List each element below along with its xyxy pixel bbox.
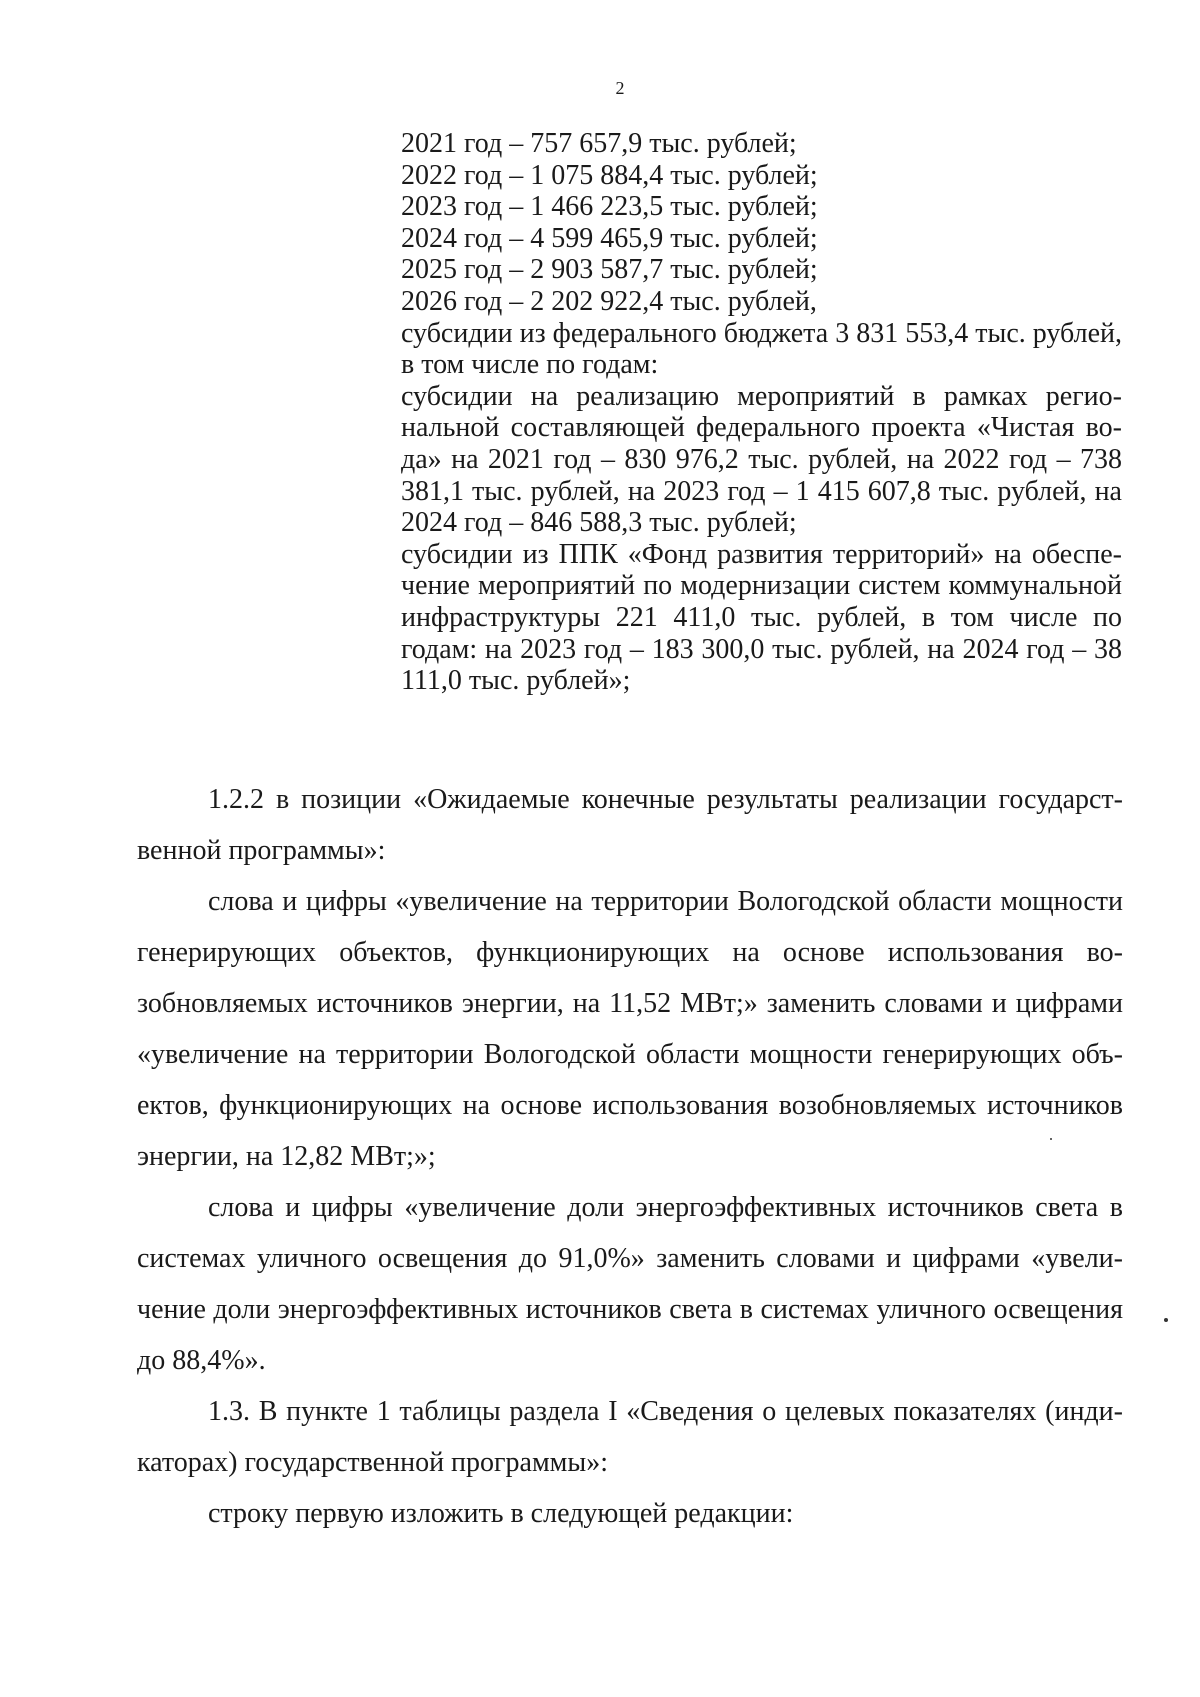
funding-year-line: 2025 год – 2 903 587,7 тыс. рублей; — [401, 254, 818, 286]
paragraph-table-section: 1.3. В пункте 1 таблицы раздела I «Сведения о целевых показателях (индикаторах) государственной программы»: — [137, 1396, 1123, 1478]
paragraph-first-row: строку первую изложить в следующей редакции: — [208, 1498, 794, 1529]
funding-year-line: 2021 год – 757 657,9 тыс. рублей; — [401, 128, 797, 159]
paragraph-street-lighting: слова и цифры «увеличение доли энергоэффективных источников света в системах уличного освещения до 91,0%» заменить словами и цифрами «увеличение доли энергоэффективных источников света в системах уличного освещения до 88,4%». — [137, 1192, 1123, 1376]
scan-speck — [1050, 1138, 1052, 1140]
funding-block — [401, 128, 1122, 697]
scan-speck — [1164, 1318, 1168, 1322]
document-body — [137, 774, 1123, 1539]
paragraph-expected-results: 1.2.2 в позиции «Ожидаемые конечные результаты реализации государственной программы»: — [137, 784, 1123, 866]
funding-year-line: 2023 год – 1 466 223,5 тыс. рублей; — [401, 191, 818, 223]
federal-subsidies-text: субсидии из федерального бюджета 3 831 553,4 тыс. рублей, в том числе по годам: — [401, 317, 1122, 381]
paragraph-generation-capacity: слова и цифры «увеличение на территории Вологодской области мощности генерирующих объектов, функционирующих на основе использования возобновляемых источников энергии, на 11,52 МВт;» заменить словами и цифрами «увеличение на территории Вологодской области мощности генерирующих объектов, функционирующих на основе использования возобновляемых источников энергии, на 12,82 МВт;»; — [137, 886, 1123, 1172]
funding-year-line: 2026 год – 2 202 922,4 тыс. рублей, — [401, 285, 817, 317]
funding-year-line: 2022 год – 1 075 884,4 тыс. рублей; — [401, 159, 818, 191]
page-number: 2 — [615, 78, 625, 98]
funding-year-line: 2024 год – 4 599 465,9 тыс. рублей; — [401, 222, 818, 254]
clean-water-subsidies-text: субсидии на реализацию мероприятий в рамках региональной составляющей федерального проекта «Чистая вода» на 2021 год – 830 976,2 тыс. рублей, на 2022 год – 738 381,1 тыс. рублей, на 2023 год – 1 415 607,8 тыс. рублей, на 2024 год – 846 588,3 тыс. рублей; — [401, 380, 1122, 539]
territory-fund-subsidies-text: субсидии из ППК «Фонд развития территорий» на обеспечение мероприятий по модернизации систем коммунальной инфраструктуры 221 411,0 тыс. рублей, в том числе по годам: на 2023 год – 183 300,0 тыс. рублей, на 2024 год – 38 111,0 тыс. рублей»; — [401, 538, 1122, 697]
